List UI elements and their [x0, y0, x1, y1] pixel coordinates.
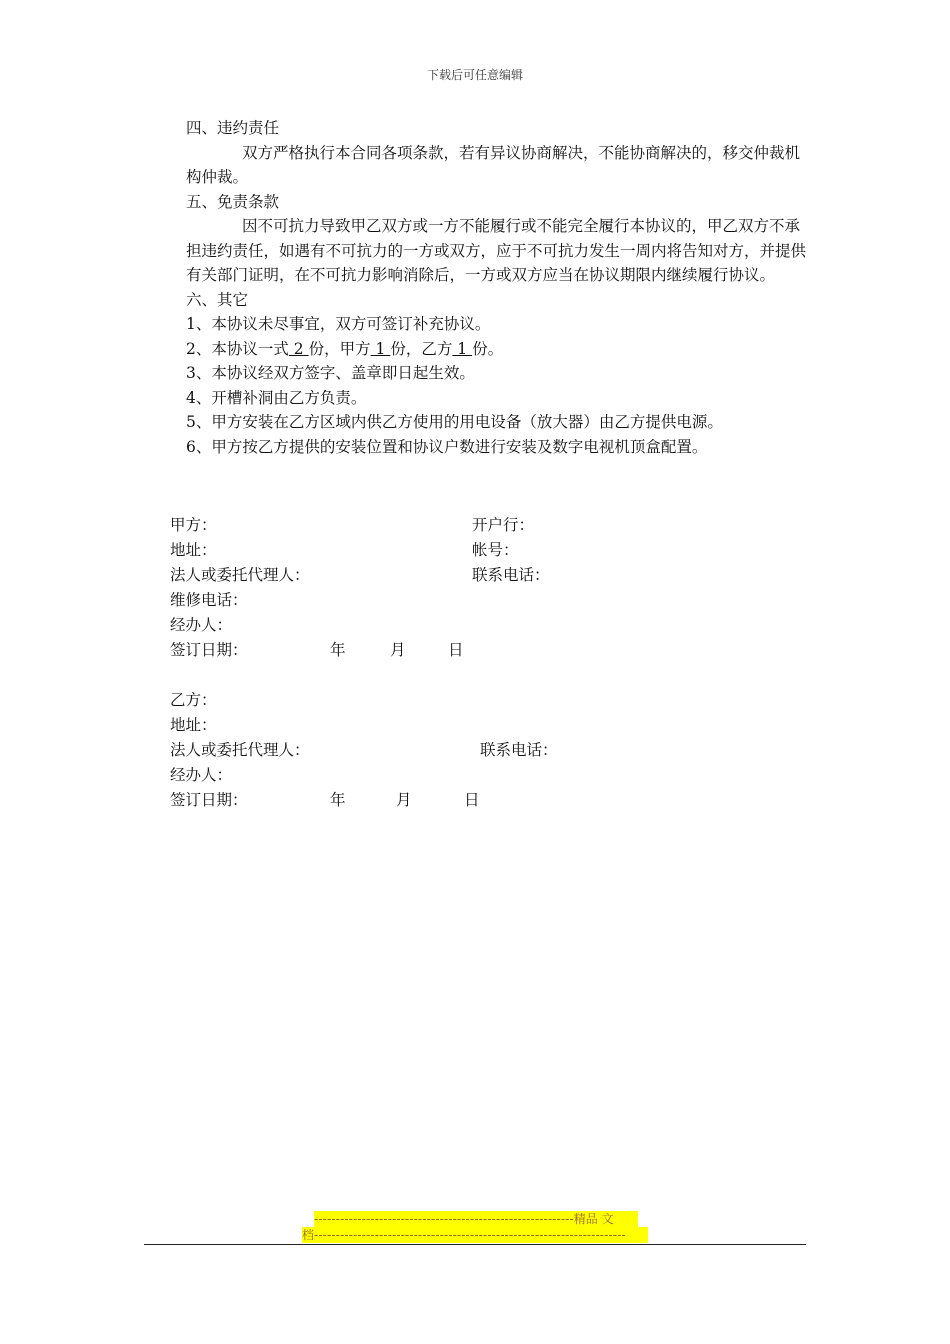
party-a-repair-phone-label: 维修电话：: [170, 591, 248, 609]
section-5-text: 因不可抗力导致甲乙双方或一方不能履行或不能完全履行本协议的，甲乙双方不承担违约责任，如遇有不可抗力的一方或双方，应于不可抗力发生一周内将告知对方，并提供有关部门证明，在不可抗力影响消除后，一方或双方应当在协议期限内继续履行协议。: [186, 217, 807, 284]
party-a-date-label: 签订日期：: [170, 641, 248, 659]
party-b-handler-label: 经办人：: [170, 766, 233, 784]
party-a-rep-label: 法人或委托代理人：: [170, 566, 310, 584]
copies-total: 2: [288, 339, 309, 358]
party-a-name-label: 甲方：: [170, 516, 217, 534]
list-item: [170, 337, 810, 362]
item2-text-d: 份。: [472, 339, 504, 358]
page-header: 下载后可任意编辑: [426, 68, 523, 82]
party-a-handler-label: 经办人：: [170, 616, 233, 634]
copies-party-b: 1: [452, 339, 473, 358]
section-4-text: 双方严格执行本合同各项条款，若有异议协商解决，不能协商解决的，移交仲裁机构仲裁。: [186, 143, 801, 186]
party-a-account-label: 帐号：: [472, 541, 519, 559]
party-a-block: [170, 513, 810, 663]
party-b-name-label: 乙方：: [170, 691, 217, 709]
party-b-block: [170, 688, 810, 813]
item2-text-a: 2、本协议一式: [186, 339, 289, 358]
list-item: 5、甲方安装在乙方区域内供乙方使用的用电设备（放大器）由乙方提供电源。: [186, 413, 723, 431]
party-a-month-label: 月: [390, 641, 406, 659]
party-a-phone-label: 联系电话：: [472, 566, 550, 584]
party-b-year-label: 年: [330, 791, 346, 809]
list-item: 4、开槽补洞由乙方负责。: [186, 388, 367, 407]
party-a-day-label: 日: [448, 641, 464, 659]
party-b-rep-label: 法人或委托代理人：: [170, 741, 310, 759]
party-a-address-label: 地址：: [170, 541, 217, 559]
section-6-list: [170, 312, 810, 459]
footer-watermark-line2: 档------------------------------------------------------------------------: [302, 1227, 648, 1243]
list-item: 1、本协议未尽事宜，双方可签订补充协议。: [186, 315, 491, 333]
party-b-phone-label: 联系电话：: [480, 741, 558, 759]
list-item: 3、本协议经双方签字、盖章即日起生效。: [186, 364, 475, 382]
item2-text-c: 份，乙方: [390, 339, 453, 358]
section-5-title: 五、免责条款: [186, 192, 280, 211]
footer-watermark-line1: ------------------------------------------------------------精品 文: [314, 1211, 638, 1227]
contract-body: [170, 116, 810, 459]
party-a-year-label: 年: [330, 641, 346, 659]
party-b-date-label: 签订日期：: [170, 791, 248, 809]
section-6-title: 六、其它: [186, 290, 249, 309]
party-b-month-label: 月: [396, 791, 412, 809]
footer-divider: [144, 1244, 806, 1245]
party-b-day-label: 日: [464, 791, 480, 809]
item2-text-b: 份，甲方: [308, 339, 371, 358]
copies-party-a: 1: [370, 339, 391, 358]
section-4-title: 四、违约责任: [186, 119, 280, 137]
party-a-bank-label: 开户行：: [472, 516, 535, 534]
list-item: 6、甲方按乙方提供的安装位置和协议户数进行安装及数字电视机顶盒配置。: [186, 437, 708, 456]
party-b-address-label: 地址：: [170, 716, 217, 734]
